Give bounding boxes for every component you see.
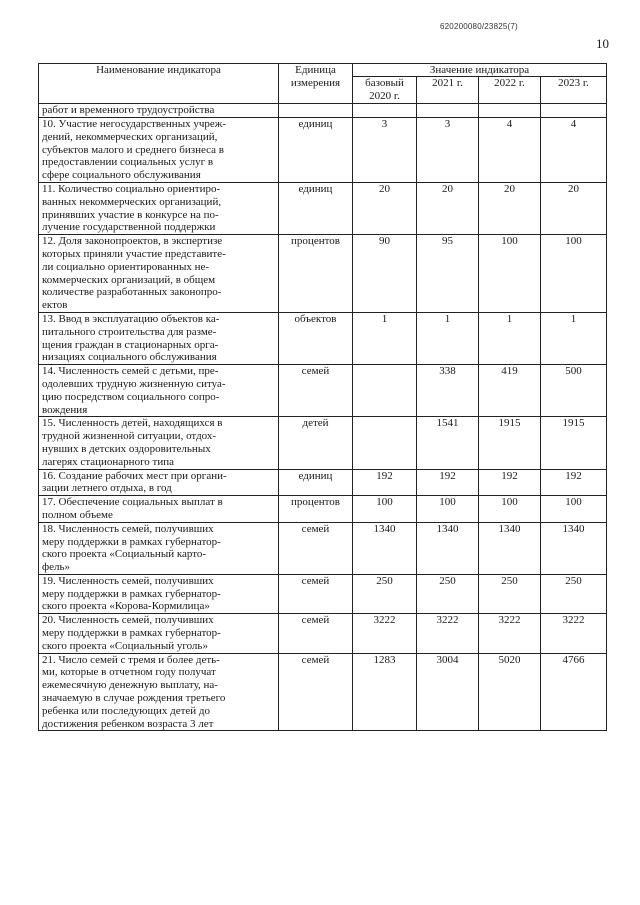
column-header-2022: 2022 г. <box>479 77 541 104</box>
indicator-name-line: 19. Численность семей, получивших <box>42 574 214 587</box>
column-header-name: Наименование индикатора <box>39 64 279 104</box>
value-2021: 1 <box>417 312 479 364</box>
indicator-name-line: щения граждан в стационарных орга- <box>42 338 219 351</box>
value-2023: 1 <box>541 312 607 364</box>
column-header-2021: 2021 г. <box>417 77 479 104</box>
indicator-name-line: дений, некоммерческих организаций, <box>42 130 218 143</box>
value-base-2020: 20 <box>353 182 417 234</box>
indicator-name-line: 18. Численность семей, получивших <box>42 522 214 535</box>
value-base-2020: 1283 <box>353 653 417 731</box>
indicator-name-line: субъектов малого и среднего бизнеса в <box>42 143 224 156</box>
indicators-table <box>38 63 607 731</box>
value-2021: 20 <box>417 182 479 234</box>
value-2021: 1541 <box>417 417 479 469</box>
value-2022: 419 <box>479 365 541 417</box>
header-row-top <box>39 64 607 77</box>
indicator-name-line: значаемую в случае рождения третьего <box>42 692 226 705</box>
table-row <box>39 235 607 313</box>
value-2021: 250 <box>417 574 479 613</box>
table-row <box>39 653 607 731</box>
indicator-name-line: ли социально ориентированных не- <box>42 260 210 273</box>
indicator-name-line: ми, которые в отчетном году получат <box>42 666 216 679</box>
table-row <box>39 469 607 496</box>
continuation-text: работ и временного трудоустройства <box>39 104 279 118</box>
indicator-unit: единиц <box>279 182 353 234</box>
value-2021: 338 <box>417 365 479 417</box>
value-2023: 20 <box>541 182 607 234</box>
value-base-2020: 1340 <box>353 522 417 574</box>
indicator-name-line: достижения ребенком возраста 3 лет <box>42 717 214 730</box>
indicator-unit: семей <box>279 653 353 731</box>
value-2023: 500 <box>541 365 607 417</box>
continuation-cell-2022 <box>479 104 541 118</box>
indicator-name <box>39 118 279 183</box>
indicator-name-line: ребенка или последующих детей до <box>42 704 211 717</box>
indicator-name-line: зации летнего отдыха, в год <box>42 482 172 495</box>
indicator-unit: процентов <box>279 496 353 523</box>
document-code: 620200080/23825(7) <box>440 22 518 31</box>
value-2022: 1 <box>479 312 541 364</box>
value-2021: 3222 <box>417 614 479 653</box>
indicator-unit: семей <box>279 574 353 613</box>
value-2023: 250 <box>541 574 607 613</box>
indicator-name-line: 10. Участие негосударственных учреж- <box>42 118 227 130</box>
indicator-name <box>39 496 279 523</box>
indicator-unit: семей <box>279 614 353 653</box>
value-base-2020: 3 <box>353 118 417 183</box>
indicator-name-line: ванных некоммерческих организаций, <box>42 195 222 208</box>
column-header-unit <box>279 64 353 104</box>
table-row <box>39 522 607 574</box>
indicator-name-line: количестве разработанных законопро- <box>42 286 222 299</box>
value-2021: 3 <box>417 118 479 183</box>
indicator-unit: семей <box>279 522 353 574</box>
column-header-values-group: Значение индикатора <box>353 64 607 77</box>
value-2022: 250 <box>479 574 541 613</box>
value-2023: 100 <box>541 235 607 313</box>
indicator-name <box>39 469 279 496</box>
value-2023: 4766 <box>541 653 607 731</box>
indicator-name-line: лучение государственной поддержки <box>42 221 216 234</box>
indicator-name-line: ежемесячную денежную выплату, на- <box>42 679 218 692</box>
value-2023: 192 <box>541 469 607 496</box>
value-2022: 1915 <box>479 417 541 469</box>
indicator-name-line: сфере социального обслуживания <box>42 169 201 182</box>
table-row <box>39 118 607 183</box>
indicator-name-line: ектов <box>42 299 68 312</box>
indicator-name-line: вождения <box>42 403 88 416</box>
indicator-name-line: ского проекта «Социальный карто- <box>42 548 207 561</box>
indicator-name-line: 16. Создание рабочих мест при органи- <box>42 469 227 482</box>
column-header-2023: 2023 г. <box>541 77 607 104</box>
table-body <box>39 104 607 731</box>
indicator-name-line: низациях социального обслуживания <box>42 351 217 364</box>
column-header-base-line1: базовый <box>365 77 404 89</box>
value-2023: 1915 <box>541 417 607 469</box>
indicator-name-line: принявших участие в конкурсе на по- <box>42 208 219 221</box>
table-row <box>39 574 607 613</box>
indicator-name-line: 15. Численность детей, находящихся в <box>42 417 223 430</box>
indicator-name-line: 17. Обеспечение социальных выплат в <box>42 496 223 509</box>
continuation-cell-2023 <box>541 104 607 118</box>
indicator-name-line: предоставлении социальных услуг в <box>42 156 214 169</box>
value-base-2020: 100 <box>353 496 417 523</box>
value-base-2020 <box>353 365 417 417</box>
indicator-name-line: 21. Число семей с тремя и более деть- <box>42 653 220 666</box>
table-row <box>39 182 607 234</box>
value-2021: 95 <box>417 235 479 313</box>
indicator-name-line: 12. Доля законопроектов, в экспертизе <box>42 235 223 248</box>
column-header-unit-line1: Единица <box>295 64 336 76</box>
value-base-2020: 250 <box>353 574 417 613</box>
page-number: 10 <box>596 36 609 51</box>
value-2021: 192 <box>417 469 479 496</box>
value-base-2020: 192 <box>353 469 417 496</box>
value-2022: 3222 <box>479 614 541 653</box>
indicator-name-line: меру поддержки в рамках губернатор- <box>42 627 221 640</box>
table-row <box>39 417 607 469</box>
value-2022: 100 <box>479 496 541 523</box>
value-2022: 20 <box>479 182 541 234</box>
indicator-name-line: меру поддержки в рамках губернатор- <box>42 587 221 600</box>
indicator-name <box>39 312 279 364</box>
value-2021: 100 <box>417 496 479 523</box>
indicator-name-line: одолевших трудную жизненную ситуа- <box>42 377 226 390</box>
indicator-name-line: 20. Численность семей, получивших <box>42 614 214 627</box>
indicator-name <box>39 365 279 417</box>
value-2023: 3222 <box>541 614 607 653</box>
indicator-name-line: полном объеме <box>42 508 113 521</box>
indicator-name-line: 13. Ввод в эксплуатацию объектов ка- <box>42 312 220 325</box>
indicator-name-line: меру поддержки в рамках губернатор- <box>42 535 221 548</box>
table-row <box>39 614 607 653</box>
indicator-name-line: коммерческих организаций, в общем <box>42 273 216 286</box>
indicator-name-line: фель» <box>42 561 71 574</box>
indicator-name-line: нувших в детских оздоровительных <box>42 442 211 455</box>
indicator-unit: семей <box>279 365 353 417</box>
value-base-2020: 1 <box>353 312 417 364</box>
column-header-unit-line2: измерения <box>290 76 341 89</box>
value-2022: 192 <box>479 469 541 496</box>
value-2022: 1340 <box>479 522 541 574</box>
indicator-name <box>39 614 279 653</box>
indicator-name-line: 14. Численность семей с детьми, пре- <box>42 365 219 378</box>
value-base-2020 <box>353 417 417 469</box>
indicator-name-line: лагерях стационарного типа <box>42 455 175 468</box>
indicator-unit: единиц <box>279 469 353 496</box>
continuation-cell-2021 <box>417 104 479 118</box>
indicator-name-line: питального строительства для разме- <box>42 325 217 338</box>
indicator-name <box>39 235 279 313</box>
column-header-base-year <box>353 77 417 104</box>
continuation-cell-base <box>353 104 417 118</box>
value-base-2020: 3222 <box>353 614 417 653</box>
value-base-2020: 90 <box>353 235 417 313</box>
continuation-cell-unit <box>279 104 353 118</box>
indicator-unit: объектов <box>279 312 353 364</box>
indicator-name-line: ского проекта «Социальный уголь» <box>42 639 208 652</box>
indicator-name-line: ского проекта «Корова-Кормилица» <box>42 600 210 613</box>
indicator-unit: процентов <box>279 235 353 313</box>
table-row <box>39 312 607 364</box>
column-header-base-line2: 2020 г. <box>369 90 400 102</box>
value-2021: 3004 <box>417 653 479 731</box>
indicator-name-line: цию посредством социального сопро- <box>42 390 220 403</box>
value-2023: 100 <box>541 496 607 523</box>
indicator-name-line: трудной жизненной ситуации, отдох- <box>42 430 217 443</box>
value-2023: 1340 <box>541 522 607 574</box>
value-2021: 1340 <box>417 522 479 574</box>
value-2022: 100 <box>479 235 541 313</box>
indicator-name <box>39 653 279 731</box>
table-row <box>39 365 607 417</box>
continuation-row <box>39 104 607 118</box>
indicator-name-line: которых приняли участие представите- <box>42 247 226 260</box>
indicator-unit: единиц <box>279 118 353 183</box>
table-row <box>39 496 607 523</box>
indicator-name <box>39 417 279 469</box>
indicator-unit: детей <box>279 417 353 469</box>
value-2022: 4 <box>479 118 541 183</box>
indicator-name-line: 11. Количество социально ориентиро- <box>42 182 221 195</box>
indicator-name <box>39 182 279 234</box>
value-2022: 5020 <box>479 653 541 731</box>
indicator-name <box>39 522 279 574</box>
value-2023: 4 <box>541 118 607 183</box>
indicator-name <box>39 574 279 613</box>
